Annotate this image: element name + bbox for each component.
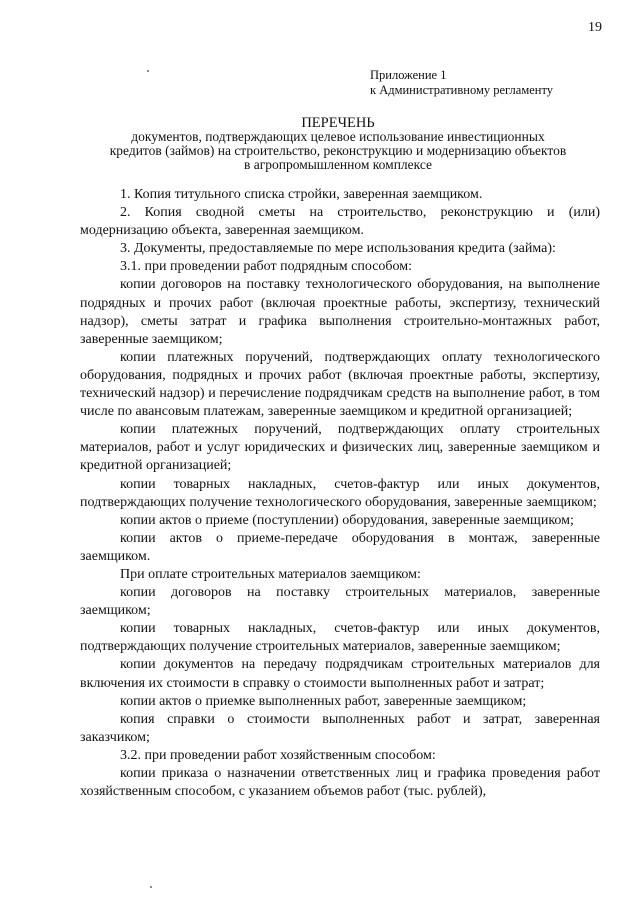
appendix-note bbox=[370, 68, 553, 98]
appendix-line-2: к Административному регламенту bbox=[370, 83, 554, 97]
paragraph: 3. Документы, предоставляемые по мере использования кредита (займа): bbox=[120, 241, 556, 257]
paragraph: копии актов о приемке выполненных работ, заверенные заемщиком; bbox=[120, 693, 527, 709]
paragraph: копии актов о приеме (поступлении) оборудования, заверенные заемщиком; bbox=[120, 512, 574, 528]
title-main: ПЕРЕЧЕНЬ bbox=[301, 115, 375, 131]
paragraph: копии платежных поручений, подтверждающих оплату технологического оборудования, подрядных и прочих работ (включая проектные работы, экспертизу, технический надзор) и перечисление подрядчикам средств на выполнение работ, в том числе по авансовым платежам, заверенные заемщиком и кредитной организацией; bbox=[80, 349, 600, 420]
title-line-1: документов, подтверждающих целевое использование инвестиционных bbox=[131, 129, 545, 144]
paragraph: 1. Копия титульного списка стройки, заверенная заемщиком. bbox=[120, 187, 483, 202]
paragraph: копии платежных поручений, подтверждающих оплату строительных материалов, работ и услуг юридических и физических лиц, заверенные заемщиком и кредитной организацией; bbox=[80, 422, 600, 474]
document-body bbox=[80, 186, 600, 801]
paragraph: копии актов о приеме-передаче оборудования в монтаж, заверенные заемщиком. bbox=[80, 530, 600, 564]
appendix-line-1: Приложение 1 bbox=[370, 68, 447, 82]
paragraph: копии договоров на поставку технологического оборудования, на выполнение подрядных и прочих работ (включая проектные работы, экспертизу, технический надзор), сметы затрат и графика выполнения строительно-монтажных работ, заверенные заемщиком; bbox=[80, 277, 600, 347]
paragraph: копии документов на передачу подрядчикам строительных материалов для включения их стоимости в справку о стоимости выполненных работ и затрат; bbox=[80, 657, 600, 691]
paragraph: 3.2. при проведении работ хозяйственным способом: bbox=[120, 747, 436, 763]
paragraph: копия справки о стоимости выполненных работ и затрат, заверенная заказчиком; bbox=[80, 711, 600, 745]
paragraph: копии товарных накладных, счетов-фактур или иных документов, подтверждающих получение строительных материалов, заверенные заемщиком; bbox=[80, 621, 600, 655]
title-line-3: в агропромышленном комплексе bbox=[243, 157, 433, 172]
paragraph: При оплате строительных материалов заемщиком: bbox=[120, 566, 421, 582]
scan-speck bbox=[147, 70, 149, 72]
paragraph: копии приказа о назначении ответственных лиц и графика проведения работ хозяйственным способом, с указанием объемов работ (тыс. рублей), bbox=[80, 766, 600, 800]
paragraph: 3.1. при проведении работ подрядным способом: bbox=[120, 259, 413, 275]
paragraph: копии товарных накладных, счетов-фактур или иных документов, подтверждающих получение технологического оборудования, заверенные заемщиком; bbox=[80, 476, 600, 510]
scan-speck bbox=[150, 886, 152, 888]
paragraph: 2. Копия сводной сметы на строительство, реконструкцию и (или) модернизацию объекта, заверенная заемщиком. bbox=[80, 205, 600, 239]
document-title bbox=[78, 116, 598, 172]
page-number: 19 bbox=[588, 20, 602, 35]
title-line-2: кредитов (займов) на строительство, реконструкцию и модернизацию объектов bbox=[109, 143, 567, 158]
paragraph: копии договоров на поставку строительных материалов, заверенные заемщиком; bbox=[80, 585, 600, 619]
